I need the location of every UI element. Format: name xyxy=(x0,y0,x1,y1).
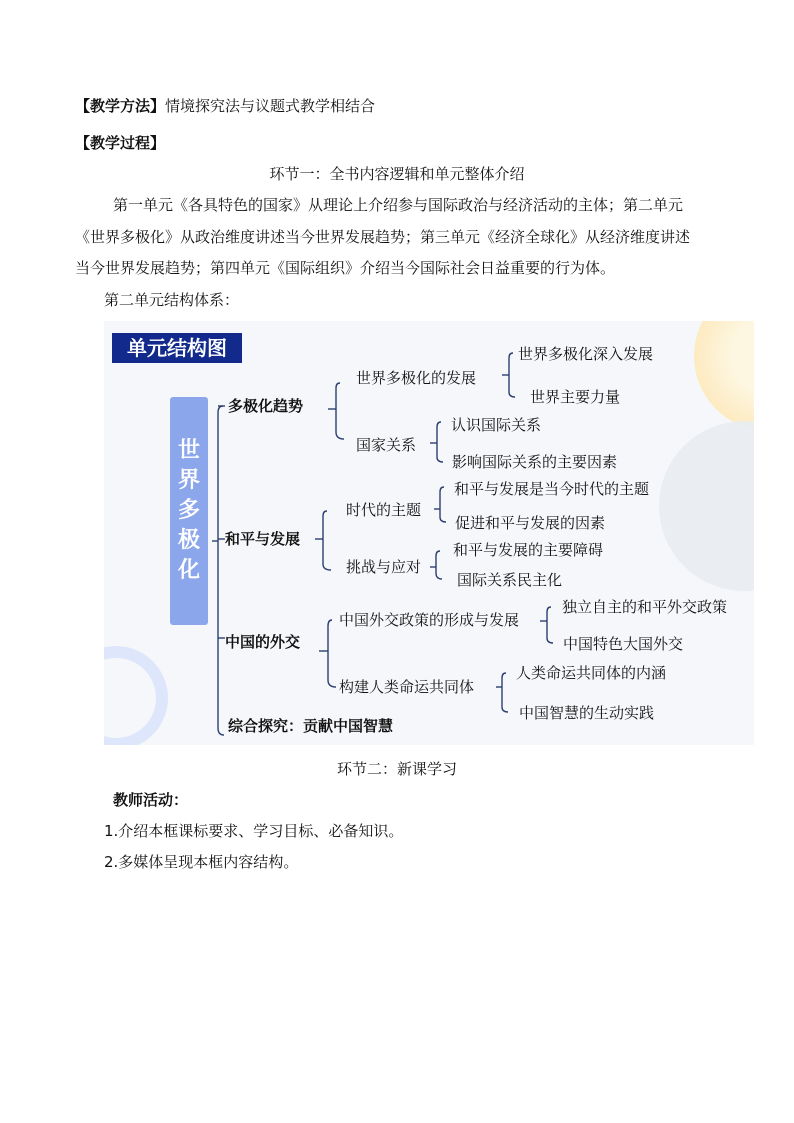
intro-line-2: 《世界多极化》从政治维度讲述当今世界发展趋势；第三单元《经济全球化》从经济维度讲述 xyxy=(75,228,691,246)
section-two-title: 环节二：新课学习 xyxy=(336,760,457,778)
intro-line-1: 第一单元《各具特色的国家》从理论上介绍参与国际政治与经济活动的主体；第二单元 xyxy=(113,196,684,214)
sub-node: 世界多极化的发展 xyxy=(356,369,477,387)
root-char: 化 xyxy=(177,558,200,583)
section-one-title: 环节一：全书内容逻辑和单元整体介绍 xyxy=(269,165,525,183)
intro-line-3: 当今世界发展趋势；第四单元《国际组织》介绍当今国际社会日益重要的行为体。 xyxy=(75,259,616,277)
teacher-activity-label: 教师活动： xyxy=(113,791,189,809)
root-char: 世 xyxy=(177,438,200,463)
leaf-node: 认识国际关系 xyxy=(451,416,542,434)
teaching-method-label: 【教学方法】 xyxy=(75,97,166,115)
teaching-method-line xyxy=(75,96,375,116)
branch-node: 中国的外交 xyxy=(225,633,301,651)
diagram-title: 单元结构图 xyxy=(112,333,242,363)
leaf-node: 世界主要力量 xyxy=(530,388,621,406)
sub-node: 中国外交政策的形成与发展 xyxy=(339,611,520,629)
leaf-node: 促进和平与发展的因素 xyxy=(455,514,606,532)
root-char: 多 xyxy=(177,498,200,523)
leaf-node: 中国特色大国外交 xyxy=(563,635,684,653)
sub-node: 时代的主题 xyxy=(346,501,422,519)
leaf-node: 国际关系民主化 xyxy=(457,571,563,589)
branch-node: 多极化趋势 xyxy=(228,397,304,415)
leaf-node: 和平与发展的主要障碍 xyxy=(453,541,604,559)
leaf-node: 中国智慧的生动实践 xyxy=(519,704,655,722)
leaf-node: 和平与发展是当今时代的主题 xyxy=(454,480,650,498)
root-char: 极 xyxy=(177,528,200,553)
teacher-activity-item: 1.介绍本框课标要求、学习目标、必备知识。 xyxy=(104,822,404,840)
unit-structure-diagram xyxy=(104,321,754,745)
teaching-process-label: 【教学过程】 xyxy=(75,134,166,152)
branch-node: 和平与发展 xyxy=(225,530,301,548)
teaching-method-text: 情境探究法与议题式教学相结合 xyxy=(165,97,376,115)
leaf-node: 世界多极化深入发展 xyxy=(518,345,654,363)
root-char: 界 xyxy=(177,468,200,493)
branch-node: 综合探究：贡献中国智慧 xyxy=(228,717,394,735)
sub-node: 国家关系 xyxy=(356,436,417,454)
structure-caption: 第二单元结构体系： xyxy=(104,291,240,309)
leaf-node: 人类命运共同体的内涵 xyxy=(516,664,667,682)
sub-node: 构建人类命运共同体 xyxy=(339,678,475,696)
teacher-activity-item: 2.多媒体呈现本框内容结构。 xyxy=(104,853,299,871)
leaf-node: 独立自主的和平外交政策 xyxy=(562,598,728,616)
leaf-node: 影响国际关系的主要因素 xyxy=(452,453,618,471)
sub-node: 挑战与应对 xyxy=(346,558,422,576)
